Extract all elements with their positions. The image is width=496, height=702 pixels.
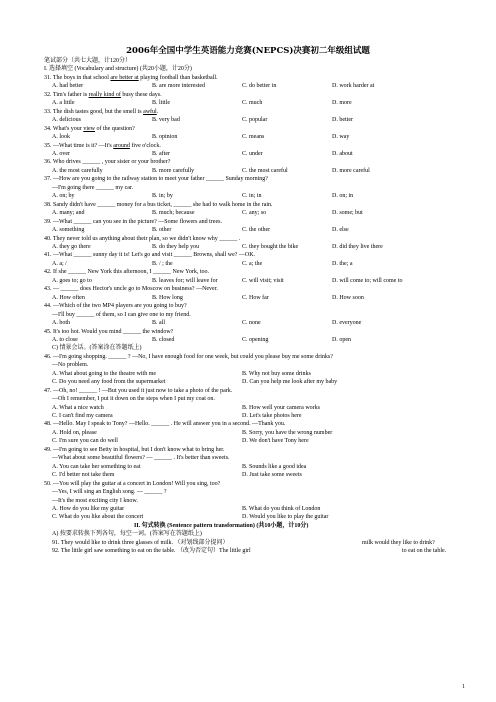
question-33: 33. The dish tastes good, but the smell is awful.: [44, 108, 159, 115]
question-43: 43. — ______ does Hector's uncle go to Moscow on business? —Never.: [44, 286, 218, 293]
options-48-ab: A. Hold on, please B. Sorry, you have the wrong number: [52, 429, 333, 436]
options-46-ab: A. What about going to the theatre with me B. Why not buy some drinks: [52, 370, 311, 377]
options-37: A. on; by B. in; by C. in; in D. on; in: [52, 193, 354, 200]
section2-instruction: A) 按要求转换下列各句，每空一词。(答案写在答题纸上): [52, 531, 202, 538]
section1-heading: I. 选择填空 (Vocabulary and structure) (共20小题，计20分): [44, 66, 192, 73]
options-44: A. both B. all C. none D. everyone: [52, 320, 362, 327]
exam-body: 笔试部分（共七大题，计120分） I. 选择填空 (Vocabulary and structure) (共20小题，计20分) 31. The boys in that school are better at playing football than basketball. A. had better B. are more interested C. do better in D. work harder at 32. Tim's father is really kind of busy these days. A. a little B. little C. much D. more 33. The dish tastes good, but the smell is awful. A. delicious B. very bad C. popular D. better 34. What's your view of the question? A. look B. opinion C. means D. way 35. —What time is it? —It's around five o'clock. A. over B. after C. under D. about 36. Who drives ______ , your sister or your brother? A. the most carefully B. more carefully C. the most careful D. more careful 37. —How are you going to the railway station to meet your father ______ Sunday morning? —I'm going there ______ my car. A. on; by B. in; by C. in; in D. on; in 38. Sandy didn't have ______ money for a bus ticket, ______ she had to walk home in the rain. A. many; and B. much; because C. any; so D. some; but 39. —What ______ can you see in the picture? —Some flowers and trees. A. something B. other C. the other D. else 40. They never told us anything about their plan, so we didn't know why ______ . A. they go there B. do they help you C. they bought the bike D. did they live there 41. —What ______ sunny day it is! Let's go and visit ______ Browns, shall we? —OK. A. a; / B. / ; the C. a; the D. the; a 42. If she ______ New York this afternoon, I ______ New York, too. A. goes to; go to B. leaves for; will leave for C. will visit; visit D. will come to; will come to 43. — ______ does Hector's uncle go to Moscow on business? —Never. A. How often B. How long C. How far D. How soon 44. —Which of the two MP4 players are you going to buy? —I'll buy ______ of them, so I can give one to my friend. A. both B. all C. none D. everyone 45. It's too hot. Would you mind ______ the window? A. to close B. closed C. opening D. open C) 情景会话。(答案涂在答题纸上) 46. —I'm going shopping. ______ ? —No, I have enough food for one week, but could you please buy me some drinks? —No problem. A. What about going to the theatre with me B. Why not buy some drinks C. Do you need any food from the supermarket D. Can you help me look after my baby 47. —Oh, no! ______ ! —But you used it just now to take a photo of the park. —Oh I remember, I put it down on the steps when I put my coat on. A. What a nice watch B. How well your camera works C. I can't find my camera D. Let's take photos here 48. —Hello. May I speak to Tony? —Hello. ______ . He will answer you in a second. —Thank you. A. Hold on, please B. Sorry, you have the wrong number C. I'm sure you can do well D. We don't have Tony here 49. —I'm going to see Betty in hospital, but I don't know what to bring her. —What about some beautiful flowers? — ______ . It's better than sweets. A. You can take her something to eat B. Sounds like a good idea C. I'd better not take them D. Just take some sweets 50. —You will play the guitar at a concert in London! Will you sing, too? —Yes, I will sing an English song. — ______ ? —It's the most exciting city I know. A. How do you like my guitar B. What do you think of London C. What do you like about the concert D. Would you like to play the guitar II. 句式转换 (Sentence pattern transformation) (共10小题，计10分) A) 按要求转换下列各句，每空一词。(答案写在答题纸上) 91. They would like to drink three glasses of milk. （对划线部分提问） milk would they like to drink? 92. The little girl saw something to eat on the table. （改为否定句）The little girl to eat on the table.: [44, 57, 464, 556]
question-49: 49. —I'm going to see Betty in hospital, but I don't know what to bring her.: [44, 446, 225, 453]
options-49-ab: A. You can take her something to eat B. Sounds like a good idea: [52, 463, 307, 470]
options-46-cd: C. Do you need any food from the supermarket D. Can you help me look after my baby: [52, 379, 338, 386]
question-92: 92. The little girl saw something to eat on the table. （改为否定句）The little girl to eat on the table.: [52, 548, 447, 555]
options-50-ab: A. How do you like my guitar B. What do you think of London: [52, 506, 321, 513]
question-41: 41. —What ______ sunny day it is! Let's go and visit ______ Browns, shall we? —OK.: [44, 252, 256, 259]
question-31: 31. The boys in that school are better at playing football than basketball.: [44, 74, 218, 81]
options-47-ab: A. What a nice watch B. How well your camera works: [52, 404, 320, 411]
options-31: A. had better B. are more interested C. do better in D. work harder at: [52, 83, 375, 90]
options-36: A. the most carefully B. more carefully C. the most careful D. more careful: [52, 167, 370, 174]
question-38: 38. Sandy didn't have ______ money for a bus ticket, ______ she had to walk home in the rain.: [44, 201, 273, 208]
question-42: 42. If she ______ New York this afternoon, I ______ New York, too.: [44, 269, 209, 276]
question-39: 39. —What ______ can you see in the picture? —Some flowers and trees.: [44, 218, 222, 225]
options-33: A. delicious B. very bad C. popular D. better: [52, 117, 353, 124]
page-number: 1: [462, 684, 465, 690]
written-part-label: 笔试部分（共七大题，计120分）: [44, 58, 132, 64]
options-32: A. a little B. little C. much D. more: [52, 100, 352, 107]
options-42: A. goes to; go to B. leaves for; will leave for C. will visit; visit D. will come to; will come to: [52, 277, 403, 284]
options-34: A. look B. opinion C. means D. way: [52, 134, 350, 141]
question-47: 47. —Oh, no! ______ ! —But you used it just now to take a photo of the park.: [44, 387, 233, 394]
question-44: 44. —Which of the two MP4 players are you going to buy?: [44, 303, 187, 310]
options-35: A. over B. after C. under D. about: [52, 150, 353, 157]
question-91: 91. They would like to drink three glasses of milk. （对划线部分提问） milk would they like to drink?: [52, 539, 435, 546]
options-49-cd: C. I'd better not take them D. Just take some sweets: [52, 472, 302, 479]
question-48: 48. —Hello. May I speak to Tony? —Hello. ______ . He will answer you in a second. —Thank you.: [44, 421, 286, 428]
section2-heading: II. 句式转换 (Sentence pattern transformation) (共10小题，计10分): [134, 522, 309, 529]
options-45: A. to close B. closed C. opening D. open: [52, 336, 351, 343]
question-45: 45. It's too hot. Would you mind ______ the window?: [44, 328, 174, 335]
options-39: A. something B. other C. the other D. else: [52, 227, 349, 234]
section-c-heading: C) 情景会话。(答案涂在答题纸上): [52, 345, 142, 352]
options-43: A. How often B. How long C. How far D. How soon: [52, 294, 364, 301]
question-50: 50. —You will play the guitar at a concert in London! Will you sing, too?: [44, 480, 221, 487]
options-40: A. they go there B. do they help you C. they bought the bike D. did they live there: [52, 243, 383, 250]
options-47-cd: C. I can't find my camera D. Let's take photos here: [52, 413, 302, 420]
question-46: 46. —I'm going shopping. ______ ? —No, I have enough food for one week, but could you please buy me some drinks?: [44, 353, 333, 360]
question-34: 34. What's your view of the question?: [44, 125, 135, 132]
question-35: 35. —What time is it? —It's around five o'clock.: [44, 142, 161, 149]
question-37: 37. —How are you going to the railway station to meet your father ______ Sunday morning?: [44, 176, 268, 183]
question-36: 36. Who drives ______ , your sister or your brother?: [44, 159, 171, 166]
options-50-cd: C. What do you like about the concert D. Would you like to play the guitar: [52, 514, 329, 521]
options-41: A. a; / B. / ; the C. a; the D. the; a: [52, 260, 353, 267]
exam-title: 2006年全国中学生英语能力竞赛(NEPCS)决赛初二年级组试题: [126, 46, 370, 56]
options-38: A. many; and B. much; because C. any; so D. some; but: [52, 210, 363, 217]
question-32: 32. Tim's father is really kind of busy these days.: [44, 91, 162, 98]
options-48-cd: C. I'm sure you can do well D. We don't have Tony here: [52, 438, 309, 445]
question-40: 40. They never told us anything about their plan, so we didn't know why ______ .: [44, 235, 241, 242]
